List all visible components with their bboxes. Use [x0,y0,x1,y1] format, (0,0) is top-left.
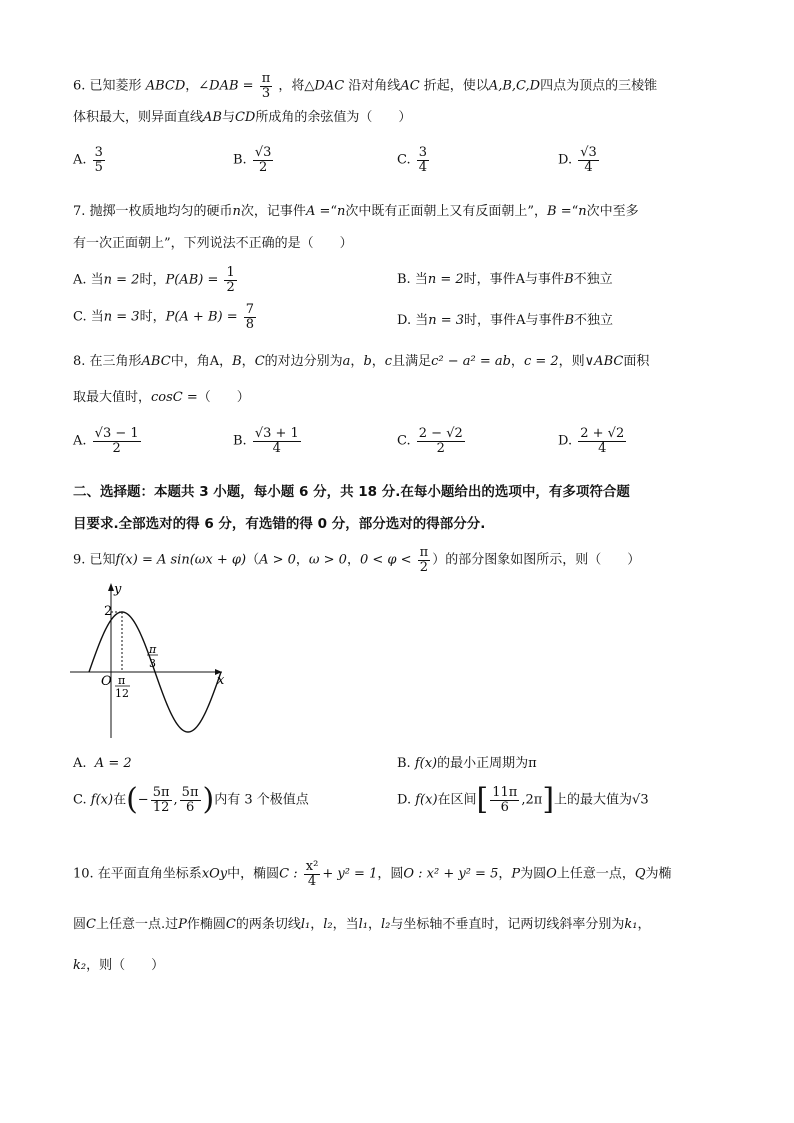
q7-option-d[interactable] [397,311,613,331]
q10-text-n: ，则（ ） [86,958,165,973]
q6-abcd-list: A,B,C,D [488,78,541,94]
q9-phi: 0 < φ < [359,552,412,568]
q6-dac: DAC [314,78,345,94]
frac-den: 2 [258,159,268,175]
open-bracket: [ [476,782,489,818]
q6-text-g: 所成角的余弦值为（ ） [255,110,412,125]
tick-pi12-num: π [118,674,126,687]
frac-num: x² [305,859,319,874]
q9-text-b: ）的部分图象如图所示，则（ ） [432,552,641,568]
q10-l1: l₁ [300,917,311,932]
q10-C2: C [225,917,236,932]
frac-den: 4 [272,440,281,456]
q9-w-pos: ω > 0 [308,552,347,568]
q10-l2: l₂ [323,917,333,932]
section2-heading-line2: 目要求.全部选对的得 6 分，有选错的得 0 分，部分选对的得部分分. [73,516,486,532]
q10-text-h: 圆 [73,917,87,932]
q7-option-a[interactable] [73,266,239,294]
option-math: √3 [632,792,649,808]
option-text: A. 当 [73,272,104,288]
q8-text-h: （ ） [197,390,250,405]
option-text: 与事件 [525,313,565,328]
q7-option-b[interactable] [397,270,613,290]
q8-c: c [384,354,393,369]
q10-text-e: 为圆 [520,866,547,882]
frac-num: 11π [492,785,518,800]
q6-frac-num: π [261,71,271,86]
close-paren: ) [202,782,215,818]
frac-den: 2 [112,440,121,456]
q8-text-b: 中，角 [170,354,210,369]
q9-text: 9. 已知 [73,552,116,568]
q7-quote: “ [330,204,338,219]
close-bracket: ] [542,782,555,818]
frac-num: 2 + √2 [580,426,625,441]
option-label: A. [73,433,87,449]
q8-option-b[interactable] [233,427,303,455]
q7-text-d: 次中既有正面朝上又有反面朝上”， [345,204,548,219]
q8-text-f: 面积 [623,354,650,369]
q8-line1 [73,352,649,372]
q8-cos: cosC = [151,390,198,405]
option-text: 在 [113,792,127,808]
q9-fx: f(x) = A sin(ωx + φ) [115,552,247,568]
q6-text-e: 四点为顶点的三棱锥 [540,78,658,94]
option-math: A [516,313,526,328]
option-math: f(x) [414,756,438,771]
option-label: B. [233,152,247,168]
frac-num: 1 [226,265,235,280]
option-math: f(x) [415,792,438,808]
option-math: π [528,756,537,771]
q8-text-c: 的对边分别为 [264,354,343,369]
q10-xoy: xOy [201,866,228,882]
q9-comma: ， [295,552,309,568]
frac-num: 5π [152,785,170,800]
q6-line2 [73,108,411,128]
tick-pi3-num: π [149,643,157,656]
q8-text-e: ，则 [558,354,585,369]
option-text: 与事件 [525,272,565,287]
q8-b: b [363,354,372,369]
q8-comma2: ， [241,354,255,369]
option-label: C. [397,152,411,168]
option-math: n = 3 [103,309,140,325]
q8-c-eq: c = 2 [523,354,559,369]
q8-text: 8. 在三角形 [73,354,142,369]
option-label: D. [558,152,573,168]
option-label: B. [233,433,247,449]
option-math: n = 2 [103,272,140,288]
y-label: y [114,582,122,597]
frac-den: 2 [419,559,429,575]
frac-den: 4 [307,873,317,889]
frac-num: 2 − √2 [418,426,463,441]
q10-P2: P [178,917,187,932]
q9-line1 [73,546,640,574]
q8-option-c[interactable] [397,427,467,455]
q8-abc: ABC [141,354,171,369]
q6-ab: AB [203,110,222,125]
q9-paren: （ [246,552,260,568]
q10-text-b: 中，椭圆 [227,866,280,882]
q7-n2: n [337,204,346,219]
q10-text-c: ，圆 [377,866,404,882]
option-math: − [137,792,149,808]
q7-line1 [73,202,639,222]
q8-comma5: ， [510,354,524,369]
q6-text-b: ，将△ [278,78,315,94]
option-math: f(x) [90,792,114,808]
option-math: A = 2 [94,756,132,771]
q6-option-c[interactable] [397,146,431,174]
q6-option-b[interactable] [233,146,275,174]
frac-den: 4 [598,440,607,456]
frac-den: 2 [226,279,235,295]
option-label: D. [558,433,573,449]
option-math: n = 3 [428,313,465,328]
option-text: 不独立 [574,313,614,328]
q10-Q: Q [634,866,646,882]
option-text: D. [397,792,412,808]
q7-option-c[interactable] [73,303,258,331]
q9-option-c[interactable]: C. f(x)在(− $\frac{5\pi}{12}$ , $\frac{5\pi}{6}$ )内有 3 个极值点 [73,782,309,818]
q8-text-d: 且满足 [392,354,432,369]
q8-comma3: ， [350,354,364,369]
option-label: C. [397,433,411,449]
q9-a-pos: A > 0 [259,552,296,568]
q10-P: P [511,866,521,882]
q6-cd: CD [234,110,256,125]
q7-n3: n [578,204,587,219]
q10-k1: k₁ [624,917,638,932]
option-text: D. 当 [397,313,429,328]
option-text: C. 当 [73,309,104,325]
option-text: A. [73,756,87,771]
q8-cond: c² − a² = ab [431,354,511,369]
frac-den: 6 [500,799,509,815]
q6-option-d[interactable] [558,146,601,174]
q9-option-a[interactable] [73,754,132,774]
option-text: 时， [139,272,166,288]
q7-b-eq: B = [547,204,572,219]
q6-line1 [73,72,657,100]
q10-text-f: 上任意一点， [556,866,635,882]
q6-option-a[interactable] [73,146,107,174]
q10-k2: k₂ [73,958,87,973]
q6-sep: ， [185,78,199,94]
q6-text-f: 体积最大，则异面直线 [73,110,204,125]
frac-den: 12 [152,799,170,815]
q10-l2b: l₂ [381,917,391,932]
q6-text-c: 沿对角线 [348,78,401,94]
q7-line2 [73,234,353,254]
q10-circle: O : x² + y² = 5 [403,866,499,882]
q8-A: A [209,354,220,369]
option-text: 不独立 [573,272,613,287]
frac-den: 4 [584,159,593,175]
frac-num: √3 [580,145,597,160]
q10-line3 [73,956,164,976]
q6-text: 6. 已知菱形 [73,78,142,94]
q10-O: O [546,866,557,882]
option-text: B. 当 [397,272,428,287]
peak-value-label: 2 [104,604,113,619]
frac-num: π [419,545,429,560]
q10-ellipse-rest: + y² = 1 [322,866,378,882]
q7-n: n [232,204,241,219]
q6-pi-over-3 [260,72,273,100]
frac-num: 7 [245,302,255,317]
q10-ellipse-name: C : [279,866,298,882]
frac-num: 5π [181,785,199,800]
option-math: B [564,272,574,287]
q6-text-d: 折起，使以 [423,78,489,94]
q10-text-l: ，当 [332,917,359,932]
option-text: 时，事件 [463,272,516,287]
tick-pi3-den: 3 [149,657,156,670]
frac-den: 8 [245,316,255,332]
q10-text-d: ， [498,866,512,882]
q7-text-line2: 有一次正面朝上”，下列说法不正确的是（ ） [73,236,353,251]
frac-den: 5 [94,159,103,175]
frac-num: √3 − 1 [94,426,139,441]
option-math: A [515,272,526,287]
q10-text-k: 的两条切线 [235,917,301,932]
option-text: 的最小正周期为 [437,756,529,771]
q8-C: C [254,354,265,369]
option-text: 在区间 [437,792,477,808]
q7-quote2: “ [571,204,579,219]
q8-B: B [232,354,242,369]
q9-option-d[interactable] [397,782,649,818]
option-math: ,2π [521,792,543,808]
option-math: B [564,313,575,328]
q8-a: a [342,354,351,369]
option-text: 内有 3 个极值点 [214,792,309,808]
q7-text-b: 次，记事件 [240,204,306,219]
q9-pi-over-2 [418,546,431,574]
q8-line2 [73,388,250,408]
q8-text-g: 取最大值时， [73,390,152,405]
option-text: 上的最大值为 [554,792,633,808]
q8-comma4: ， [371,354,385,369]
frac-num: 3 [418,145,428,160]
open-paren: ( [126,782,138,818]
frac-den: 6 [185,799,195,815]
option-text: 时， [139,309,166,325]
section2-heading-line1: 二、选择题：本题共 3 小题，每小题 6 分，共 18 分.在每小题给出的选项中，有多项符合题 [73,484,630,500]
option-text: C. [73,792,87,808]
q8-tri: ∨ABC [584,354,624,369]
q7-text-f: 次中至多 [586,204,639,219]
q6-angle: ∠DAB = [198,78,254,94]
q7-a-eq: A = [305,204,331,219]
option-text: 时，事件 [464,313,517,328]
q6-abcd: ABCD [145,78,186,94]
option-math: P(AB) = [165,272,219,288]
q10-C: C [86,917,96,932]
q10-text-j: 作椭圆 [186,917,226,932]
q9-comma2: ， [346,552,360,568]
frac-num: √3 [254,145,272,160]
tick-pi12-den: 12 [115,687,129,700]
frac-num: √3 + 1 [254,426,299,441]
q10-text-i: 上任意一点.过 [95,917,179,932]
q10-text-g: 为椭 [645,866,672,882]
q10-text-m: 与坐标轴不垂直时，记两切线斜率分别为 [390,917,625,932]
x-label: x [217,673,225,688]
option-label: A. [73,152,87,168]
q7-text: 7. 抛掷一枚质地均匀的硬币 [73,204,233,219]
option-text: B. [397,756,411,771]
q6-with: 与 [221,110,235,125]
q8-option-a[interactable] [73,427,143,455]
q9-sine-graph [70,580,240,740]
q9-option-b[interactable] [397,754,537,774]
q8-option-d[interactable] [558,427,628,455]
frac-num: 3 [94,145,103,160]
q10-line1 [73,860,672,888]
frac-den: 4 [418,159,428,175]
q10-l1b: l₁ [358,917,368,932]
q10-text: 10. 在平面直角坐标系 [73,866,202,882]
option-math: P(A + B) = [165,309,238,325]
q10-line2: 圆C上任意一点.过P作椭圆C的两条切线l₁，l₂，当l₁，l₂与坐标轴不垂直时，记两切线斜率分别为k₁， [73,917,651,932]
q6-frac-den: 3 [261,85,271,101]
q8-comma: ， [219,354,233,369]
frac-den: 2 [436,440,445,456]
origin-label: O [101,674,112,689]
option-math: n = 2 [427,272,464,287]
q6-ac: AC [400,78,420,94]
